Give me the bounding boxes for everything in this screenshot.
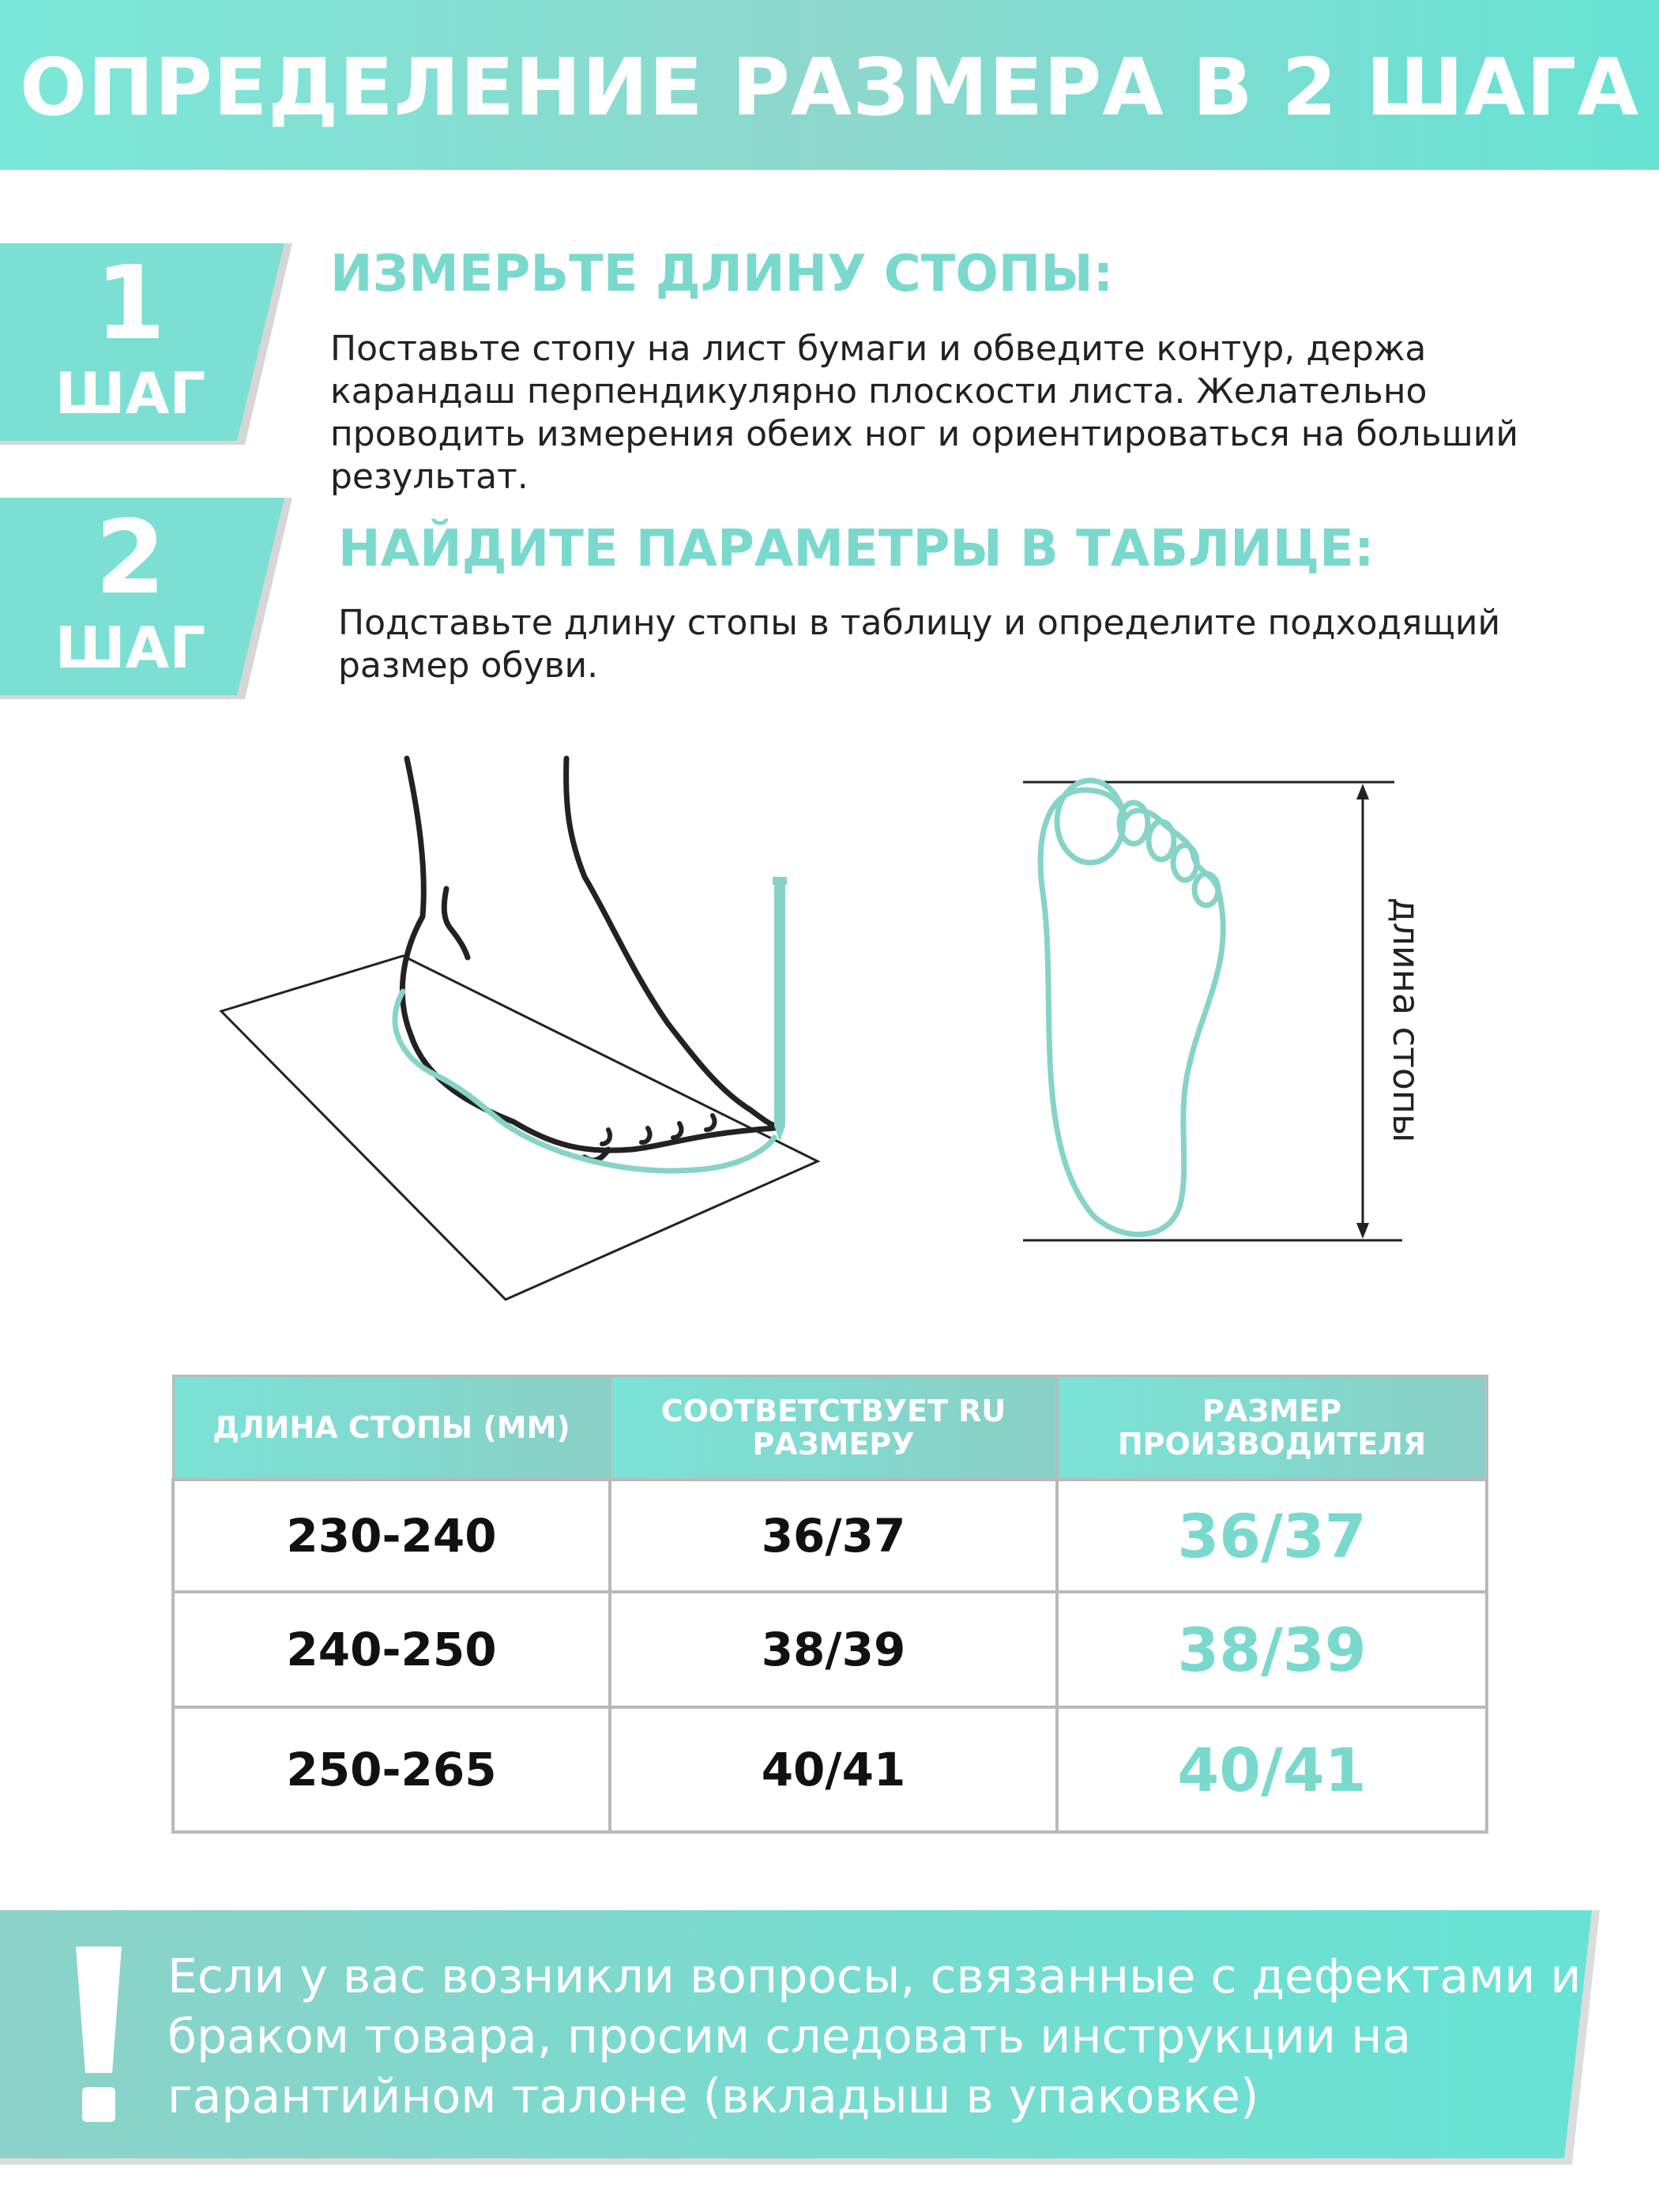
cell-maker-size: 38/39 xyxy=(1057,1592,1487,1707)
table-row xyxy=(173,1707,1487,1832)
step-2-number: 2 xyxy=(95,499,166,617)
step-1-title: ИЗМЕРЬТЕ ДЛИНУ СТОПЫ: xyxy=(330,245,1114,303)
col-header-ru-size: СООТВЕТСТВУЕТ RU РАЗМЕРУ xyxy=(610,1376,1057,1480)
cell-ru-size: 36/37 xyxy=(610,1480,1057,1592)
foot-length-label: длина стопы xyxy=(1385,897,1428,1143)
col-header-foot-length: ДЛИНА СТОПЫ (ММ) xyxy=(173,1376,610,1480)
size-table xyxy=(171,1375,1488,1834)
page-title: ОПРЕДЕЛЕНИЕ РАЗМЕРА В 2 ШАГА xyxy=(19,41,1640,134)
cell-foot-length: 250-265 xyxy=(173,1707,610,1832)
step-1-word: ШАГ xyxy=(55,360,206,427)
step-2-word: ШАГ xyxy=(55,615,206,681)
cell-ru-size: 38/39 xyxy=(610,1592,1057,1707)
cell-foot-length: 230-240 xyxy=(173,1480,610,1592)
foot-on-paper-illustration xyxy=(213,750,845,1311)
pencil-icon xyxy=(773,877,787,1142)
step-1-number: 1 xyxy=(95,245,166,363)
table-row xyxy=(173,1480,1487,1592)
cell-ru-size: 40/41 xyxy=(610,1707,1057,1832)
cell-maker-size: 40/41 xyxy=(1057,1707,1487,1832)
notice-text: Если у вас возникли вопросы, связанные с дефектами и браком товара, просим следовать инструкции на гарантийном талоне (вкладыш в упаковке) xyxy=(167,1949,1582,2124)
cell-maker-size: 36/37 xyxy=(1057,1480,1487,1592)
step-2-badge xyxy=(0,498,292,699)
table-row xyxy=(173,1592,1487,1707)
col-header-maker-size: РАЗМЕР ПРОИЗВОДИТЕЛЯ xyxy=(1057,1376,1487,1480)
step-1-text: Поставьте стопу на лист бумаги и обведите контур, держа карандаш перпендикулярно плоскости листа. Желательно проводить измерения обеих ног и ориентироваться на больший результат. xyxy=(330,329,1518,497)
cell-foot-length: 240-250 xyxy=(173,1592,610,1707)
notice-banner xyxy=(0,1910,1659,2165)
exclamation-icon xyxy=(73,1947,125,2124)
page-header xyxy=(0,0,1659,170)
footprint-illustration xyxy=(1015,774,1426,1248)
step-2-text: Подставьте длину стопы в таблицу и определите подходящий размер обуви. xyxy=(338,603,1501,686)
step-2-title: НАЙДИТЕ ПАРАМЕТРЫ В ТАБЛИЦЕ: xyxy=(338,520,1375,578)
table-header-row xyxy=(173,1376,1487,1480)
step-1-badge xyxy=(0,243,292,445)
